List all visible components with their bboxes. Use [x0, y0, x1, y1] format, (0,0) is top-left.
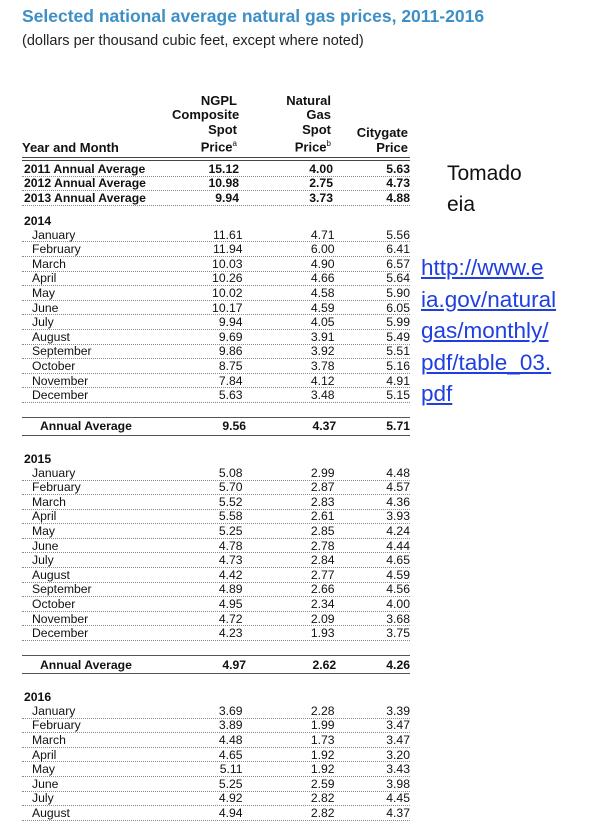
cell-spot: 2.82 — [310, 791, 335, 806]
cell-spot: 2.59 — [310, 776, 335, 791]
year-heading — [22, 214, 410, 228]
annual-summary-row — [22, 162, 410, 177]
cell-ngpl: 5.25 — [218, 776, 243, 791]
table-row — [22, 345, 410, 360]
cell-citygate: 5.51 — [386, 344, 410, 359]
source-note: Tomado eia — [447, 162, 522, 216]
cell-spot: 6.00 — [310, 242, 335, 257]
cell-ngpl: 4.73 — [218, 553, 243, 568]
cell-label: 2012 Annual Average — [24, 176, 146, 191]
cell-spot: 2.85 — [310, 524, 335, 539]
cell-ngpl: 4.78 — [218, 538, 243, 553]
cell-ngpl: 5.25 — [218, 524, 243, 539]
cell-label: February — [32, 480, 81, 495]
cell-spot: 2.09 — [310, 611, 335, 626]
header-year-month: Year and Month — [22, 139, 119, 155]
cell-ngpl: 11.94 — [212, 242, 243, 257]
cell-ngpl: 4.92 — [218, 791, 243, 806]
table-row — [22, 539, 410, 554]
cell-ngpl: 10.98 — [208, 176, 239, 191]
cell-label: 2011 Annual Average — [24, 161, 146, 176]
cell-label: September — [32, 582, 92, 597]
year-heading — [22, 452, 410, 466]
table-row — [22, 359, 410, 374]
row-spacer — [22, 206, 410, 214]
cell-citygate: 3.39 — [386, 703, 410, 718]
cell-spot: 2.87 — [310, 480, 335, 495]
cell-citygate: 5.99 — [386, 315, 410, 330]
cell-spot: 1.93 — [310, 626, 335, 641]
table-row — [22, 806, 410, 821]
cell-ngpl: 10.17 — [212, 300, 243, 315]
table-row — [22, 286, 410, 301]
cell-ngpl: 10.03 — [212, 256, 243, 271]
cell-citygate: 5.15 — [386, 388, 410, 403]
cell-citygate: 4.91 — [386, 373, 410, 388]
cell-spot: 2.99 — [310, 465, 335, 480]
cell-spot: 2.82 — [310, 805, 335, 820]
cell-label: July — [32, 553, 54, 568]
cell-spot: 2.75 — [309, 176, 333, 191]
table-row — [22, 257, 410, 272]
cell-label: May — [32, 524, 56, 539]
cell-citygate: 5.71 — [386, 419, 411, 434]
cell-citygate: 6.05 — [386, 300, 410, 315]
row-spacer — [22, 641, 410, 655]
cell-citygate: 4.59 — [386, 567, 410, 582]
cell-label: January — [32, 703, 76, 718]
cell-label: May — [32, 762, 56, 777]
cell-ngpl: 5.52 — [218, 494, 243, 509]
cell-label: April — [32, 747, 57, 762]
cell-citygate: 3.68 — [386, 611, 410, 626]
table-row — [22, 748, 410, 763]
cell-ngpl: 15.12 — [208, 161, 239, 176]
cell-spot: 4.66 — [310, 271, 335, 286]
row-spacer — [22, 436, 410, 452]
cell-ngpl: 11.61 — [212, 227, 243, 242]
annual-summary-row — [22, 191, 410, 206]
cell-citygate: 6.57 — [386, 256, 410, 271]
cell-spot: 3.73 — [309, 190, 333, 205]
cell-spot: 4.71 — [310, 227, 335, 242]
cell-ngpl: 4.48 — [218, 733, 243, 748]
cell-citygate: 4.45 — [386, 791, 410, 806]
table-row — [22, 553, 410, 568]
cell-ngpl: 4.65 — [218, 747, 243, 762]
year-heading — [22, 690, 410, 704]
cell-citygate: 4.88 — [386, 190, 410, 205]
table-row — [22, 228, 410, 243]
cell-citygate: 5.63 — [386, 161, 410, 176]
cell-spot: 4.59 — [310, 300, 335, 315]
cell-label: November — [32, 611, 89, 626]
cell-citygate: 3.20 — [386, 747, 410, 762]
cell-citygate: 5.56 — [386, 227, 410, 242]
cell-spot: 2.83 — [310, 494, 335, 509]
cell-ngpl: 9.69 — [218, 329, 243, 344]
cell-label: June — [32, 300, 59, 315]
header-natural-gas-spot: Natural Gas Spot Price$^b$ — [286, 92, 331, 155]
table-row — [22, 272, 410, 287]
cell-citygate: 3.75 — [386, 626, 410, 641]
cell-label: Annual Average — [40, 419, 132, 434]
year-label: 2014 — [24, 213, 52, 228]
cell-spot: 2.77 — [310, 567, 335, 582]
cell-label: February — [32, 718, 81, 733]
cell-label: April — [32, 509, 57, 524]
table-row — [22, 315, 410, 330]
cell-label: January — [32, 227, 76, 242]
cell-label: August — [32, 805, 70, 820]
cell-ngpl: 8.75 — [218, 358, 243, 373]
cell-spot: 3.92 — [310, 344, 335, 359]
cell-ngpl: 5.63 — [218, 388, 243, 403]
cell-label: March — [32, 733, 66, 748]
cell-label: July — [32, 791, 54, 806]
cell-citygate: 3.47 — [386, 733, 410, 748]
cell-spot: 2.28 — [310, 703, 335, 718]
cell-spot: 1.99 — [310, 718, 335, 733]
table-row — [22, 777, 410, 792]
cell-label: February — [32, 242, 81, 257]
table-row — [22, 626, 410, 641]
cell-citygate: 4.37 — [386, 805, 410, 820]
cell-citygate: 6.41 — [386, 242, 410, 257]
cell-label: March — [32, 494, 66, 509]
cell-ngpl: 4.42 — [218, 567, 243, 582]
cell-spot: 2.84 — [310, 553, 335, 568]
cell-ngpl: 3.69 — [218, 703, 243, 718]
table-row — [22, 733, 410, 748]
cell-citygate: 4.36 — [386, 494, 410, 509]
table-row — [22, 719, 410, 734]
cell-ngpl: 7.84 — [218, 373, 243, 388]
cell-spot: 4.00 — [309, 161, 333, 176]
cell-citygate: 4.48 — [386, 465, 410, 480]
cell-spot: 4.12 — [310, 373, 335, 388]
cell-spot: 1.92 — [310, 762, 335, 777]
cell-ngpl: 10.26 — [212, 271, 243, 286]
table-row — [22, 568, 410, 583]
cell-spot: 3.91 — [310, 329, 335, 344]
cell-label: December — [32, 388, 89, 403]
cell-ngpl: 9.86 — [218, 344, 243, 359]
row-spacer — [22, 674, 410, 690]
cell-label: September — [32, 344, 92, 359]
cell-spot: 3.48 — [310, 388, 335, 403]
cell-ngpl: 4.94 — [218, 805, 243, 820]
cell-spot: 3.78 — [310, 358, 335, 373]
table-row — [22, 242, 410, 257]
cell-citygate: 4.24 — [386, 524, 410, 539]
cell-citygate: 5.64 — [386, 271, 410, 286]
cell-label: Annual Average — [40, 657, 132, 672]
cell-ngpl: 4.97 — [222, 657, 247, 672]
cell-citygate: 5.90 — [386, 285, 410, 300]
table-row — [22, 388, 410, 403]
cell-label: June — [32, 538, 59, 553]
cell-citygate: 4.56 — [386, 582, 410, 597]
year-label: 2016 — [24, 690, 52, 705]
table-row — [22, 466, 410, 481]
header-ngpl: NGPL Composite Spot Price$^a$ — [172, 92, 240, 155]
cell-citygate: 4.00 — [386, 597, 410, 612]
cell-spot: 4.37 — [312, 419, 337, 434]
cell-ngpl: 4.23 — [218, 626, 243, 641]
cell-ngpl: 5.70 — [218, 480, 243, 495]
cell-label: 2013 Annual Average — [24, 190, 146, 205]
cell-citygate: 3.47 — [386, 718, 410, 733]
cell-label: June — [32, 776, 59, 791]
cell-ngpl: 4.95 — [218, 597, 243, 612]
cell-label: May — [32, 285, 56, 300]
cell-citygate: 4.26 — [386, 657, 411, 672]
cell-label: January — [32, 465, 76, 480]
cell-spot: 2.61 — [310, 509, 335, 524]
table-row — [22, 792, 410, 807]
cell-citygate: 4.57 — [386, 480, 410, 495]
cell-label: December — [32, 626, 89, 641]
cell-citygate: 3.43 — [386, 762, 410, 777]
cell-spot: 4.90 — [310, 256, 335, 271]
cell-spot: 2.34 — [310, 597, 335, 612]
cell-ngpl: 4.72 — [218, 611, 243, 626]
annual-summary-row — [22, 177, 410, 192]
cell-ngpl: 9.56 — [222, 419, 247, 434]
price-table — [22, 162, 410, 821]
table-row — [22, 510, 410, 525]
cell-citygate: 5.49 — [386, 329, 410, 344]
cell-citygate: 4.65 — [386, 553, 410, 568]
row-spacer — [22, 403, 410, 417]
cell-spot: 4.05 — [310, 315, 335, 330]
annual-average-row — [22, 655, 410, 673]
table-row — [22, 704, 410, 719]
page-subtitle: (dollars per thousand cubic feet, except where noted) — [22, 33, 364, 49]
table-row — [22, 481, 410, 496]
cell-citygate: 4.44 — [386, 538, 410, 553]
annual-average-row — [22, 417, 410, 435]
cell-spot: 1.92 — [310, 747, 335, 762]
cell-spot: 4.58 — [310, 285, 335, 300]
cell-label: August — [32, 567, 70, 582]
table-row — [22, 583, 410, 598]
table-row — [22, 597, 410, 612]
cell-label: April — [32, 271, 57, 286]
cell-label: October — [32, 358, 76, 373]
table-row — [22, 524, 410, 539]
cell-spot: 2.78 — [310, 538, 335, 553]
cell-citygate: 4.73 — [386, 176, 410, 191]
cell-label: August — [32, 329, 70, 344]
cell-ngpl: 5.08 — [218, 465, 243, 480]
source-link[interactable]: http://www.e ia.gov/natural gas/monthly/ pdf/table_03. pdf — [421, 255, 557, 406]
table-row — [22, 330, 410, 345]
cell-ngpl: 10.02 — [212, 285, 243, 300]
table-row — [22, 612, 410, 627]
page-title: Selected national average natural gas prices, 2011-2016 — [22, 6, 485, 26]
cell-label: March — [32, 256, 66, 271]
table-row — [22, 301, 410, 316]
cell-label: July — [32, 315, 54, 330]
cell-ngpl: 4.89 — [218, 582, 243, 597]
cell-label: November — [32, 373, 89, 388]
cell-spot: 1.73 — [310, 733, 335, 748]
cell-citygate: 3.98 — [386, 776, 410, 791]
table-row — [22, 495, 410, 510]
cell-citygate: 3.93 — [386, 509, 410, 524]
header-citygate: Citygate Price — [356, 125, 408, 155]
cell-label: October — [32, 597, 76, 612]
cell-spot: 2.66 — [310, 582, 335, 597]
header-rule — [22, 157, 410, 161]
table-row — [22, 762, 410, 777]
year-label: 2015 — [24, 451, 52, 466]
cell-ngpl: 3.89 — [218, 718, 243, 733]
cell-ngpl: 9.94 — [215, 190, 239, 205]
table-row — [22, 374, 410, 389]
cell-ngpl: 5.11 — [219, 762, 243, 777]
cell-citygate: 5.16 — [386, 358, 410, 373]
cell-ngpl: 5.58 — [218, 509, 243, 524]
cell-spot: 2.62 — [312, 657, 337, 672]
cell-ngpl: 9.94 — [218, 315, 243, 330]
